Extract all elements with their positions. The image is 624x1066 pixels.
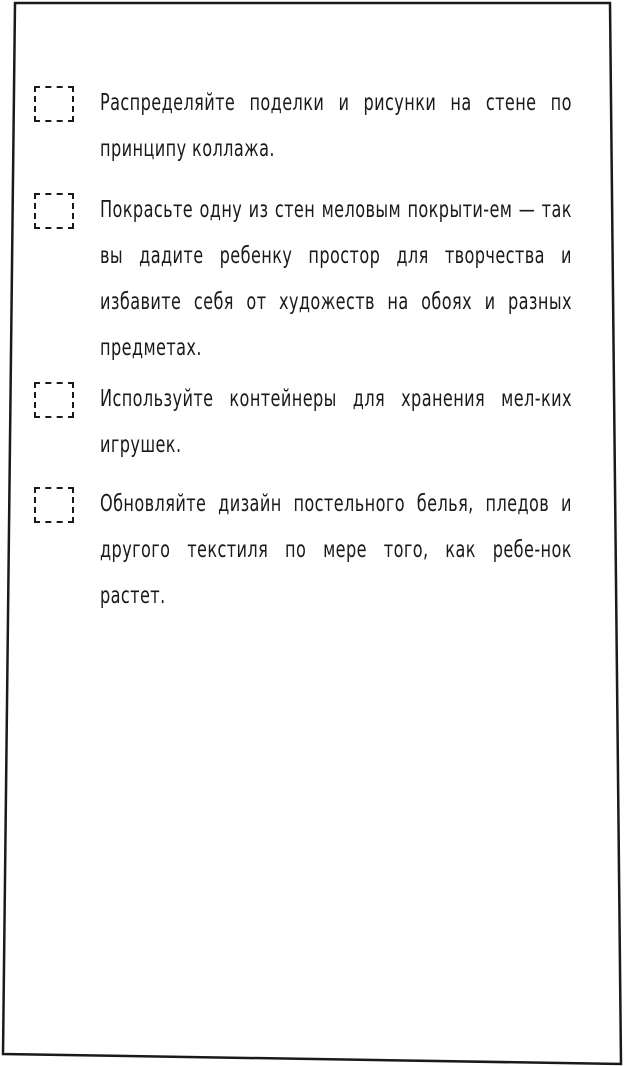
checklist-item-text: Распределяйте поделки и рисунки на стене по принципу коллажа. [100,90,572,162]
checklist-item-text: Используйте контейнеры для хранения мел-ких игрушек. [100,386,572,458]
checkbox[interactable] [34,487,74,523]
checklist-item-text: Обновляйте дизайн постельного белья, пледов и другого текстиля по мере того, как ребе-нок растет. [100,491,572,609]
checkbox[interactable] [34,193,74,229]
checklist-item-text: Покрасьте одну из стен меловым покрыти-ем — так вы дадите ребенку простор для творчества и избавите себя от художеств на обоях и разных предметах. [100,197,572,361]
checkbox[interactable] [34,86,74,122]
checkbox[interactable] [34,382,74,418]
